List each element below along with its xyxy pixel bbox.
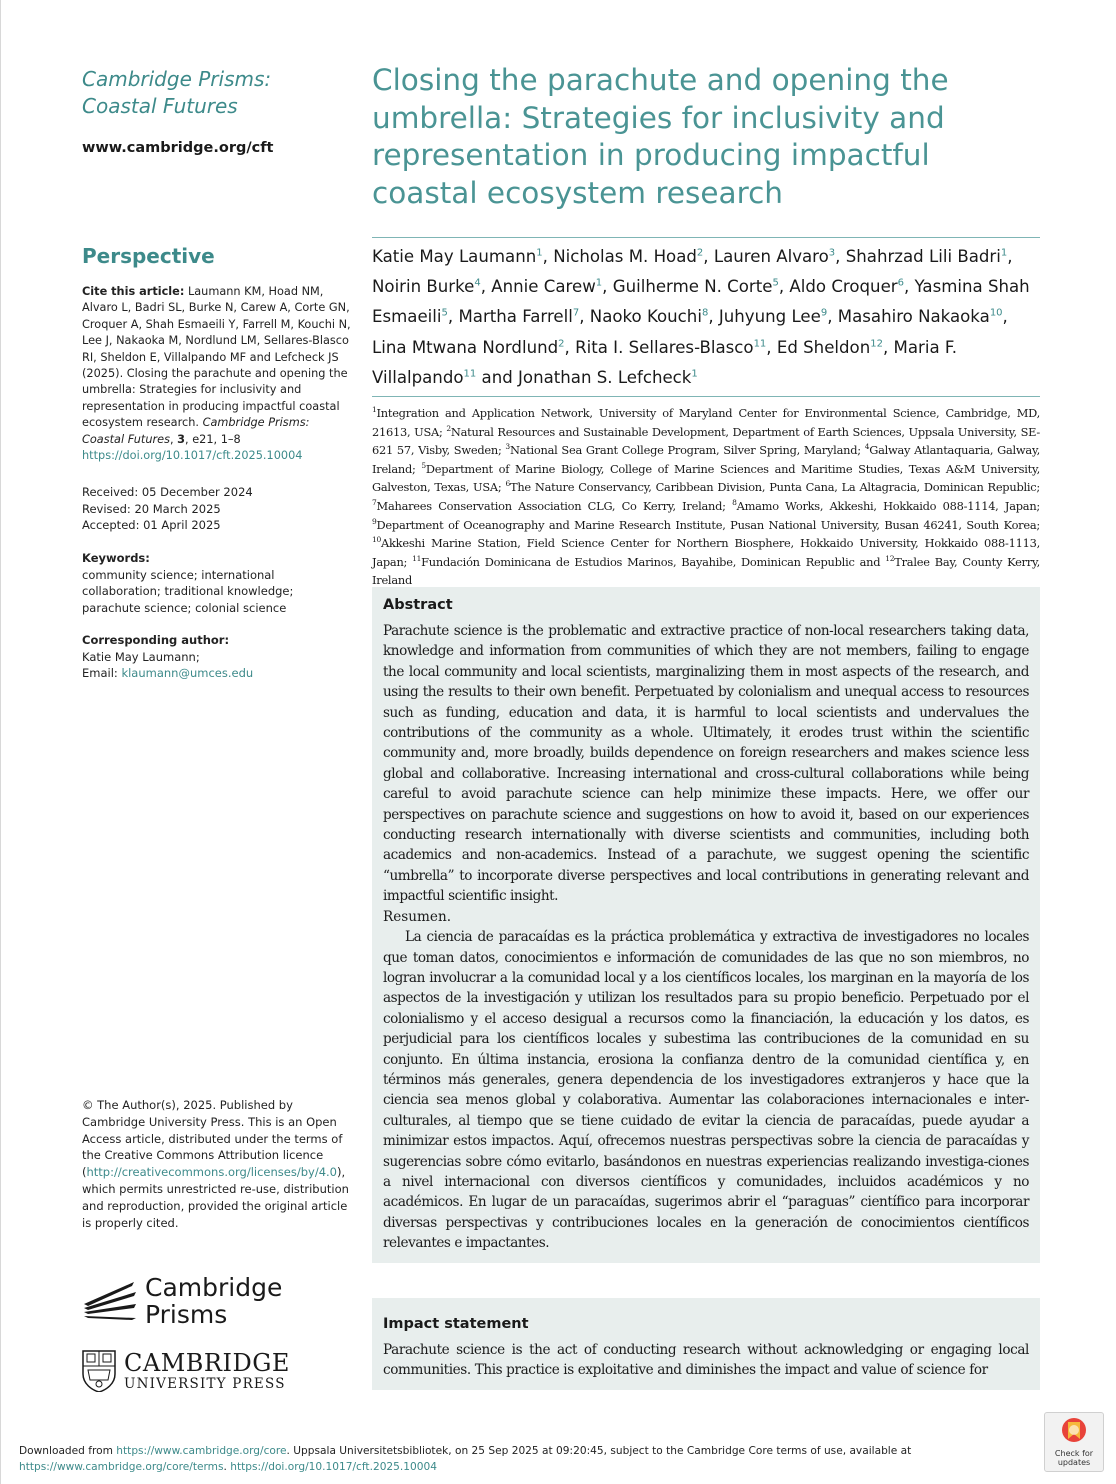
check-for-updates-label: Check for updates (1054, 1449, 1094, 1467)
cite-pages: , e21, 1–8 (185, 432, 241, 446)
author-affiliation-marker[interactable]: 1 (536, 247, 543, 259)
corresp-label: Corresponding author: (82, 633, 230, 647)
resumen-text: La ciencia de paracaídas es la práctica problemática y extractiva de investigadores no locales que toman datos, conocimientos e información de comunidades de las que no son miembros, no logran involucrar a la comunidad local y a los científicos locales, los marginan en la mayoría de los aspectos de la investigación y utilizan los resultados para su propio beneficio. Perpetuado por el colonialismo y el acceso desigual a recursos como la financiación, la educación y los datos, es perjudicial para los científicos locales y subestima las contribuciones de la comunidad en su conjunto. En última instancia, erosiona la confianza dentro de la comunidad científica y, en términos más generales, genera dependencia de los investigadores extranjeros y hace que la ciencia sea menos global y colaborativa. Aumentar las colaboraciones internacionales e inter-culturales, al tiempo que se tiene cuidado de evitar la ciencia de paracaídas, puede ayudar a minimizar estos impactos. Aquí, ofrecemos nuestras perspectivas sobre la ciencia de paracaídas y sugerencias sobre cómo evitarlo, basándonos en nuestras experiencias realizando investiga-ciones a nivel internacional con diversos científicos y comunidades, incluidos académicos y no académicos. En lugar de un paracaídas, sugerimos abrir el “paraguas” científico para incorporar diversas perspectivas y contribuciones locales en la generación de conocimientos científicos relevantes e impactantes. (383, 929, 1029, 1252)
author-affiliation-marker[interactable]: 1 (1000, 247, 1008, 259)
resumen-label: Resumen. (383, 908, 452, 925)
author-separator: , (703, 247, 714, 266)
affiliation-number: 4 (864, 442, 870, 452)
affiliation-number: 8 (732, 498, 737, 508)
author-name: Jonathan S. Lefcheck (518, 367, 692, 387)
author-separator: and (476, 367, 519, 387)
author-affiliation-marker[interactable]: 7 (572, 307, 580, 319)
author-affiliation-marker[interactable]: 2 (558, 338, 565, 350)
impact-statement-box (372, 1298, 1040, 1390)
copyright-text-2: ), which permits unrestricted re-use, distribution and reproduction, provided the original article is properly cited. (82, 1165, 349, 1230)
citation (82, 284, 352, 464)
author-list (372, 242, 1040, 393)
author-separator: , (903, 277, 915, 297)
cite-label: Cite this article: (82, 285, 185, 298)
received-date: Received: 05 December 2024 (82, 485, 253, 499)
affiliation-text: National Sea Grant College Program, Silver Spring, Maryland; (509, 443, 865, 458)
author-separator: , (1007, 247, 1013, 266)
footer-doi-link[interactable]: https://doi.org/10.1017/cft.2025.10004 (230, 1461, 437, 1473)
author-affiliation-marker[interactable]: 5 (441, 307, 448, 319)
title-divider (372, 237, 1040, 238)
affiliation-text: Amamo Works, Akkeshi, Hokkaido 088-1114, Japan; (736, 498, 1040, 513)
prisms-line-1: Cambridge (145, 1273, 283, 1302)
email-label: Email: (82, 666, 122, 680)
author-separator: , (480, 277, 492, 297)
affiliation-text: Integration and Application Network, University of Maryland Center for Environmental Science, Cambridge, MD, 21613, USA; (372, 406, 1040, 439)
affiliation-number: 10 (372, 535, 382, 545)
affiliation-number: 11 (412, 553, 422, 563)
author-affiliation-marker[interactable]: 10 (989, 307, 1003, 319)
copyright-notice (82, 1097, 354, 1231)
author-name: Lina Mtwana Nordlund (372, 337, 559, 357)
author-separator: , (778, 277, 790, 297)
author-affiliation-marker[interactable]: 3 (828, 247, 836, 259)
article-header (372, 62, 1040, 212)
footer-line-1 (19, 1443, 1019, 1459)
corresp-email-line (82, 665, 352, 682)
cup-crest-icon (82, 1350, 116, 1392)
prisms-logo-icon (82, 1274, 138, 1324)
author-affiliation-marker[interactable]: 1 (691, 368, 698, 380)
author-affiliation-marker[interactable]: 11 (463, 368, 477, 380)
journal-name: Cambridge Prisms: Coastal Futures (82, 67, 272, 118)
affiliation-text: Fundación Dominicana de Estudios Marinos, Bayahibe, Dominican Republic and (421, 554, 886, 569)
affiliation-number: 7 (372, 498, 377, 508)
affiliation-number: 5 (421, 460, 426, 470)
keywords-list: community science; international collaboration; traditional knowledge; parachute science; colonial science (82, 567, 294, 615)
journal-url[interactable]: www.cambridge.org/cft (82, 140, 274, 156)
download-footer (19, 1443, 1019, 1475)
author-affiliation-marker[interactable]: 12 (870, 338, 883, 350)
author-name: Aldo Croquer (789, 277, 898, 297)
author-name: Juhyung Lee (718, 307, 821, 327)
affiliation-number: 1 (372, 405, 377, 415)
author-name: Katie May Laumann (372, 247, 537, 266)
affiliation-text: The Nature Conservancy, Caribbean Division, Punta Cana, La Altagracia, Dominican Republic; (509, 480, 1040, 495)
author-separator: , (447, 307, 459, 327)
revised-date: Revised: 20 March 2025 (82, 501, 221, 516)
affiliation-text: Galway Atlantaquaria, Galway, Ireland; (372, 443, 1040, 476)
authors-divider (372, 396, 1040, 397)
bookmark-icon (1045, 1413, 1103, 1449)
author-separator: , (579, 307, 590, 327)
author-separator: , (564, 337, 576, 357)
author-name: Maria F. Villalpando (372, 337, 958, 387)
affiliation-text: Department of Marine Biology, College of Marine Sciences and Maritime Studies, Texas A&M University, Galveston, Texas, USA; (372, 461, 1040, 495)
keywords-label: Keywords: (82, 551, 150, 565)
author-separator: , (827, 307, 838, 327)
corresponding-author (82, 632, 352, 682)
affiliation-number: 9 (372, 516, 377, 526)
impact-text: Parachute science is the act of conducting research without acknowledging or engaging local communities. This practice is exploitative and diminishes the impact and value of science for (383, 1342, 1029, 1379)
author-separator: , (602, 277, 613, 297)
author-affiliation-marker[interactable]: 2 (696, 247, 704, 259)
author-name: Noirin Burke (372, 277, 475, 297)
email-link[interactable]: klaumann@umces.edu (121, 666, 254, 680)
author-separator: , (835, 247, 846, 266)
footer-middle: . Uppsala Universitetsbibliotek, on 25 Sep 2025 at 09:20:45, subject to the Cambridge Core terms of use, available at (286, 1445, 912, 1457)
author-separator: , (882, 337, 894, 357)
affiliation-text: Maharees Conservation Association CLG, Co Kerry, Ireland; (376, 498, 733, 513)
author-affiliation-marker[interactable]: 4 (474, 277, 481, 289)
footer-terms-link[interactable]: https://www.cambridge.org/core/terms (19, 1461, 224, 1473)
footer-line-2 (19, 1459, 1019, 1475)
article-title: Closing the parachute and opening the umbrella: Strategies for inclusivity and representation in producing impactful coastal ecosystem research (372, 63, 949, 210)
affiliation-number: 3 (505, 442, 510, 452)
abstract-text: Parachute science is the problematic and extractive practice of non-local researchers taking data, knowledge and information from communities of which they are not members, failing to engage the local community and local scientists, marginalizing them in most aspects of the research, and using the results to their own benefit. Perpetuated by colonialism and unequal access to resources such as funding, education and data, it is harmful to local scientists and undervalues the contributions of the community as a whole. Ultimately, it erodes trust within the scientific community and, more broadly, builds dependence on foreign researchers and makes science less global and collaborative. Increasing international and cross-cultural collaborations while being careful to avoid parachute science can help minimize these impacts. Here, we offer our perspectives on parachute science and suggestions on how to avoid it, based on our experiences conducting research internationally with diverse scientists and communities, including both academics and non-academics. Instead of a parachute, we suggest opening the scientific “umbrella” to incorporate diverse perspectives and local contributions in generating relevant and impactful scientific insight. (383, 623, 1029, 905)
prisms-wordmark (145, 1274, 282, 1328)
check-for-updates-button[interactable] (1044, 1412, 1104, 1472)
author-name: Guilherme N. Corte (612, 277, 773, 297)
footer-prefix: Downloaded from (19, 1445, 117, 1457)
author-name: Yasmina Shah Esmaeili (372, 277, 1030, 327)
affiliation-text: Natural Resources and Sustainable Development, Department of Earth Sciences, Uppsala University, SE-621 57, Visby, Sweden; (372, 424, 1040, 458)
sidebar (82, 66, 352, 1230)
cup-line-1: CAMBRIDGE (124, 1349, 290, 1377)
keywords (82, 550, 352, 616)
cambridge-prisms-logo (82, 1274, 302, 1334)
affiliation-text: Tralee Bay, County Kerry, Ireland (372, 554, 1040, 588)
author-affiliation-marker[interactable]: 6 (897, 277, 904, 289)
cite-journal: Cambridge Prisms: Coastal Futures (82, 416, 310, 446)
author-affiliation-marker[interactable]: 8 (701, 307, 709, 319)
footer-sep: . (223, 1461, 231, 1473)
cambridge-university-press-logo (82, 1350, 312, 1396)
cite-sep: , (169, 432, 178, 446)
author-name: Ed Sheldon (776, 337, 871, 357)
affiliation-number: 6 (505, 479, 510, 489)
author-name: Shahrzad Lili Badri (845, 247, 1001, 266)
author-separator: , (1002, 307, 1008, 327)
abstract-heading: Abstract (383, 597, 453, 613)
author-separator: , (766, 337, 777, 357)
author-separator: , (708, 307, 719, 327)
author-name: Naoko Kouchi (589, 307, 702, 327)
prisms-line-2: Prisms (145, 1300, 228, 1329)
cite-doi-link[interactable]: https://doi.org/10.1017/cft.2025.10004 (82, 449, 303, 463)
author-separator: , (542, 247, 554, 266)
article-type: Perspective (82, 244, 215, 268)
author-name: Annie Carew (491, 277, 596, 297)
affiliations (372, 404, 1040, 590)
author-name: Nicholas M. Hoad (553, 247, 697, 266)
affiliation-text: Department of Oceanography and Marine Research Institute, Pusan National University, Busan 46241, South Korea; (376, 517, 1040, 532)
author-name: Lauren Alvaro (713, 247, 829, 266)
affiliation-number: 2 (446, 423, 451, 433)
corresp-name: Katie May Laumann; (82, 649, 200, 664)
author-name: Martha Farrell (458, 307, 573, 327)
author-affiliation-marker[interactable]: 9 (820, 307, 828, 319)
cite-volume: 3 (177, 432, 186, 446)
license-link[interactable]: http://creativecommons.org/licenses/by/4.0 (86, 1165, 337, 1180)
footer-core-link[interactable]: https://www.cambridge.org/core (116, 1445, 287, 1457)
cup-line-2: UNIVERSITY PRESS (124, 1376, 286, 1392)
author-affiliation-marker[interactable]: 1 (595, 277, 603, 289)
affiliation-number: 12 (885, 553, 895, 563)
cite-text: Laumann KM, Hoad NM, Alvaro L, Badri SL, Burke N, Carew A, Corte GN, Croquer A, Shah Esmaeili Y, Farrell M, Kouchi N, Lee J, Nakaoka M, Nordlund LM, Sellares-Blasco RI, Sheldon E, Villalpando MF and Lefcheck JS (2025). Closing the parachute and opening the umbrella: Strategies for inclusivity and representation in producing impactful coastal ecosystem research. (82, 285, 351, 430)
author-name: Rita I. Sellares-Blasco (575, 337, 754, 357)
author-affiliation-marker[interactable]: 5 (772, 277, 779, 289)
copyright-text-1: © The Author(s), 2025. Published by Cambridge University Press. This is an Open Access article, distributed under the terms of the Creative Commons Attribution licence ( (82, 1098, 343, 1180)
abstract-box (372, 587, 1040, 1263)
author-affiliation-marker[interactable]: 11 (753, 338, 767, 350)
impact-heading: Impact statement (383, 1316, 529, 1332)
affiliation-text: Akkeshi Marine Station, Field Science Center for Northern Biosphere, Hokkaido University, Hokkaido 088-1113, Japan; (372, 536, 1040, 569)
author-name: Masahiro Nakaoka (837, 307, 990, 327)
article-dates (82, 484, 253, 534)
accepted-date: Accepted: 01 April 2025 (82, 518, 221, 532)
